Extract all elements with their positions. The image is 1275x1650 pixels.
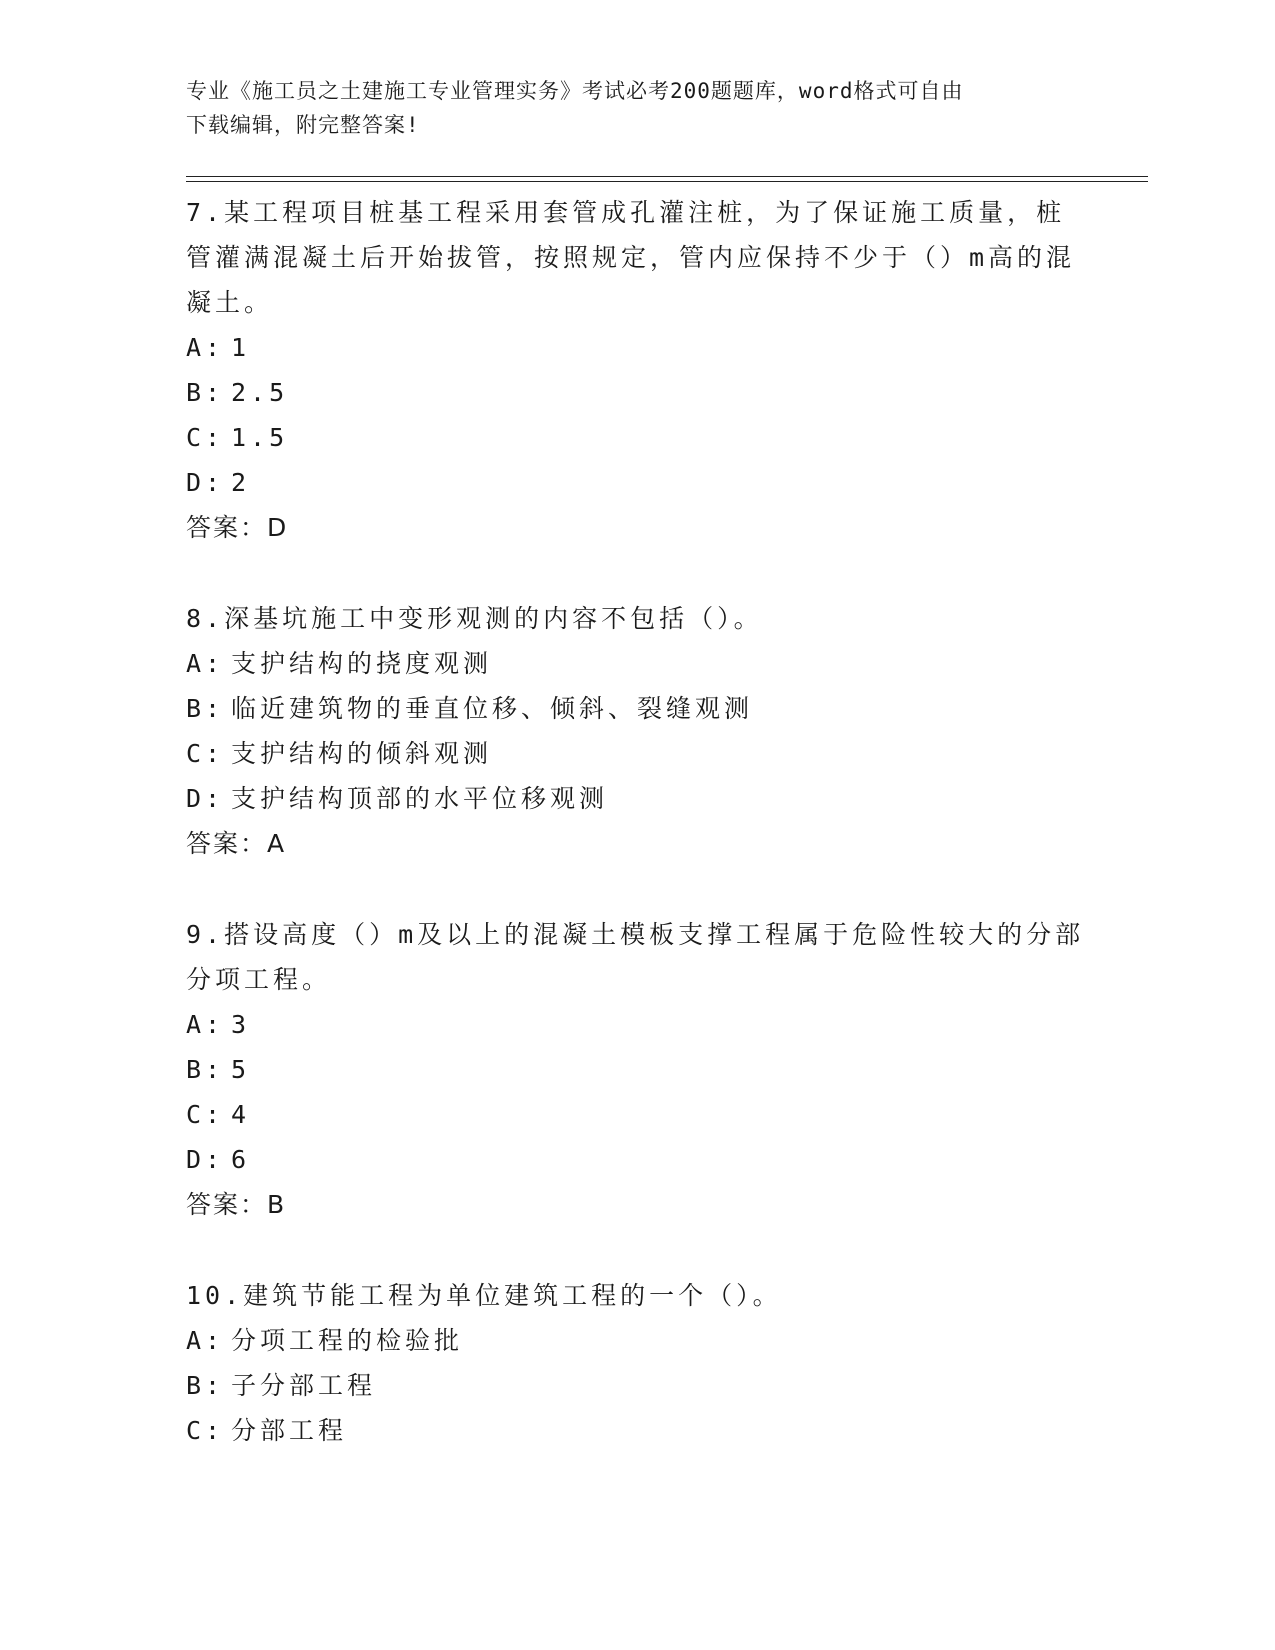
header-line-1: 专业《施工员之土建施工专业管理实务》考试必考200题题库，word格式可自由 [186,79,964,103]
option-text: 支护结构的挠度观测 [231,649,493,678]
option-c [186,1092,1086,1137]
option-d [186,776,1086,821]
option-text: 2.5 [231,378,289,407]
header-rule-top [186,176,1148,177]
option-b [186,370,1086,415]
question-line: 7.某工程项目桩基工程采用套管成孔灌注桩，为了保证施工质量，桩 [186,198,1066,227]
question-text [186,596,1086,641]
option-a [186,325,1086,370]
option-a [186,1318,1086,1363]
question-9 [186,912,1086,1227]
option-text: 分项工程的检验批 [231,1326,464,1355]
option-a [186,641,1086,686]
option-text: 3 [231,1010,251,1039]
option-key: D: [186,468,225,497]
option-key: D: [186,1145,225,1174]
option-key: B: [186,694,225,723]
option-c [186,415,1086,460]
question-10 [186,1273,1086,1453]
option-b [186,1047,1086,1092]
option-c [186,731,1086,776]
question-line: 管灌满混凝土后开始拔管，按照规定，管内应保持不少于（）m高的混 [186,243,1076,272]
option-key: A: [186,649,225,678]
question-line: 8.深基坑施工中变形观测的内容不包括（）。 [186,604,763,633]
question-list [186,190,1086,1499]
option-key: A: [186,1010,225,1039]
question-7 [186,190,1086,550]
question-line: 9.搭设高度（）m及以上的混凝土模板支撑工程属于危险性较大的分部 [186,920,1085,949]
header-rule-bottom [186,181,1148,182]
option-key: A: [186,333,225,362]
option-key: C: [186,1100,225,1129]
option-text: 子分部工程 [231,1371,377,1400]
question-line: 分项工程。 [186,965,332,994]
option-text: 支护结构顶部的水平位移观测 [231,784,609,813]
option-key: D: [186,784,225,813]
option-d [186,460,1086,505]
option-b [186,1363,1086,1408]
option-text: 分部工程 [231,1416,348,1445]
option-key: C: [186,423,225,452]
header-line-2: 下载编辑，附完整答案! [186,113,420,137]
document-header [186,74,1066,142]
answer: 答案：B [186,1190,287,1219]
option-d [186,1137,1086,1182]
option-key: A: [186,1326,225,1355]
option-key: B: [186,1055,225,1084]
question-text [186,190,1086,325]
option-text: 支护结构的倾斜观测 [231,739,493,768]
option-c [186,1408,1086,1453]
option-b [186,686,1086,731]
answer: 答案：D [186,513,289,542]
option-key: C: [186,739,225,768]
option-key: C: [186,1416,225,1445]
option-key: B: [186,378,225,407]
option-a [186,1002,1086,1047]
option-text: 1.5 [231,423,289,452]
answer: 答案：A [186,829,287,858]
option-text: 4 [231,1100,251,1129]
question-text [186,1273,1086,1318]
option-text: 2 [231,468,251,497]
option-text: 1 [231,333,251,362]
option-key: B: [186,1371,225,1400]
question-line: 10.建筑节能工程为单位建筑工程的一个（）。 [186,1281,782,1310]
question-line: 凝土。 [186,288,274,317]
question-text [186,912,1086,1002]
question-8 [186,596,1086,866]
option-text: 5 [231,1055,251,1084]
option-text: 6 [231,1145,251,1174]
option-text: 临近建筑物的垂直位移、倾斜、裂缝观测 [231,694,754,723]
